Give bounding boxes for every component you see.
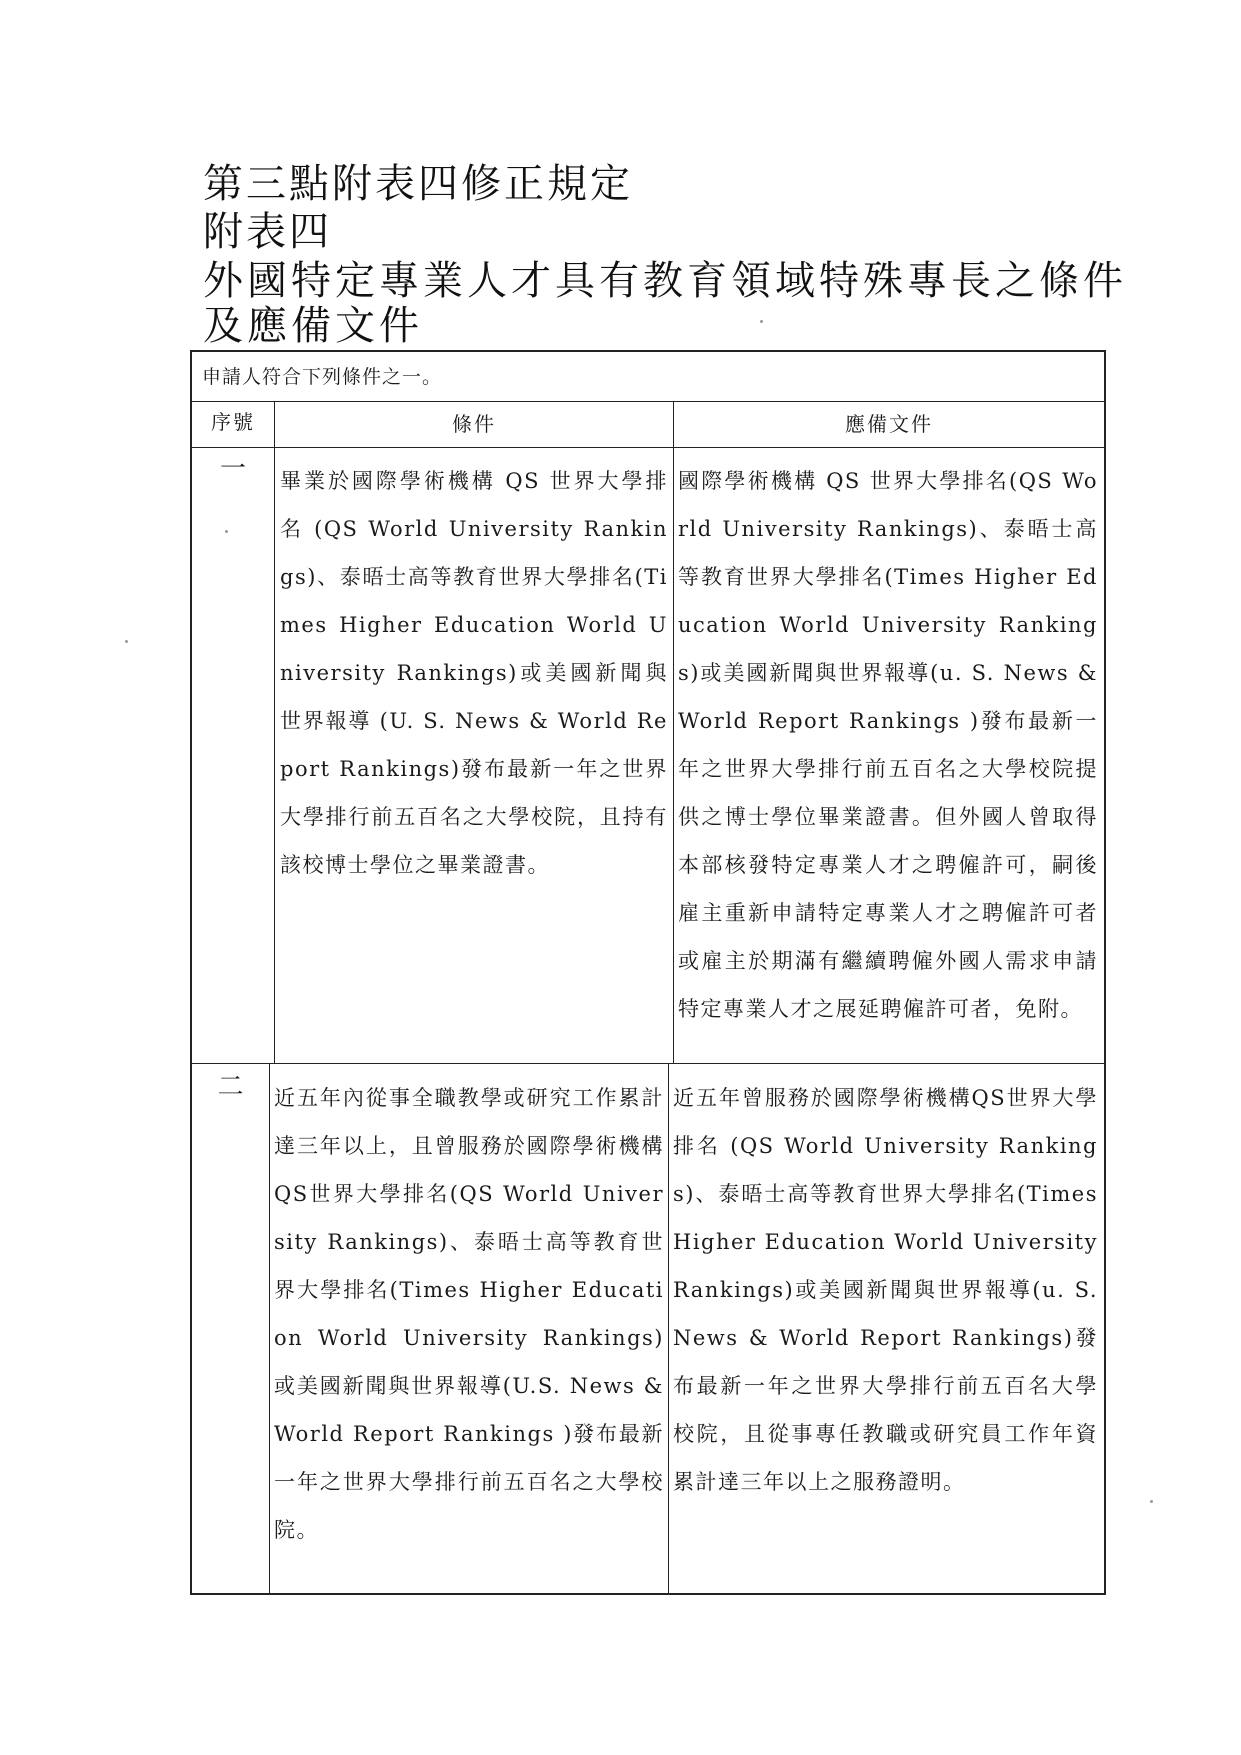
column-divider-2a	[673, 402, 674, 1063]
header-condition: 條件	[452, 412, 496, 436]
annex-label: 附表四	[203, 209, 332, 255]
row-number: 二	[217, 1072, 244, 1102]
annex-title-line2: 及應備文件	[203, 303, 423, 349]
column-divider-1b	[269, 1063, 270, 1593]
scan-speck	[225, 530, 228, 533]
column-divider-1a	[274, 402, 275, 1063]
header-number: 序號	[211, 410, 255, 434]
row-condition: 畢業於國際學術機構 QS 世界大學排名 (QS World University Rankings)、泰晤士高等教育世界大學排名(Times Higher Education World University Rankings)或美國新聞與世界報導 (U. S. News & World Report Rankings)發布最新一年之世界大學排行前五百名之大學校院，且持有該校博士學位之畢業證書。	[280, 469, 668, 877]
column-divider-2b	[668, 1063, 669, 1593]
requirements-table	[190, 350, 1106, 1595]
row-documents: 國際學術機構 QS 世界大學排名(QS World University Rankings)、泰晤士高等教育世界大學排名(Times Higher Education World University Rankings)或美國新聞與世界報導(u. S. News & World Report Rankings )發布最新一年之世界大學排行前五百名之大學校院提供之博士學位畢業證書。但外國人曾取得本部核發特定專業人才之聘僱許可，嗣後雇主重新申請特定專業人才之聘僱許可者或雇主於期滿有繼續聘僱外國人需求申請特定專業人才之展延聘僱許可者，免附。	[678, 469, 1098, 1021]
row-documents: 近五年曾服務於國際學術機構QS世界大學排名 (QS World University Rankings)、泰晤士高等教育世界大學排名(Times Higher Education World University Rankings)或美國新聞與世界報導(u. S. News & World Report Rankings)發布最新一年之世界大學排行前五百名大學校院，且從事專任教職或研究員工作年資累計達三年以上之服務證明。	[673, 1086, 1098, 1494]
scan-speck	[760, 320, 763, 323]
scan-speck	[1150, 1500, 1153, 1503]
table-intro: 申請人符合下列條件之一。	[192, 352, 1104, 402]
row-number: 一	[219, 454, 246, 484]
row-divider	[192, 1063, 1104, 1064]
row-condition: 近五年內從事全職教學或研究工作累計達三年以上，且曾服務於國際學術機構QS世界大學排名(QS World University Rankings)、泰晤士高等教育世界大學排名(Times Higher Education World University Rankings)或美國新聞與世界報導(U.S. News & World Report Rankings )發布最新一年之世界大學排行前五百名之大學校院。	[274, 1086, 664, 1542]
header-documents: 應備文件	[845, 412, 933, 436]
document-title: 第三點附表四修正規定	[203, 161, 633, 207]
annex-title-line1: 外國特定專業人才具有教育領域特殊專長之條件	[203, 258, 1127, 304]
scan-speck	[125, 640, 128, 643]
header-divider	[192, 447, 1104, 448]
